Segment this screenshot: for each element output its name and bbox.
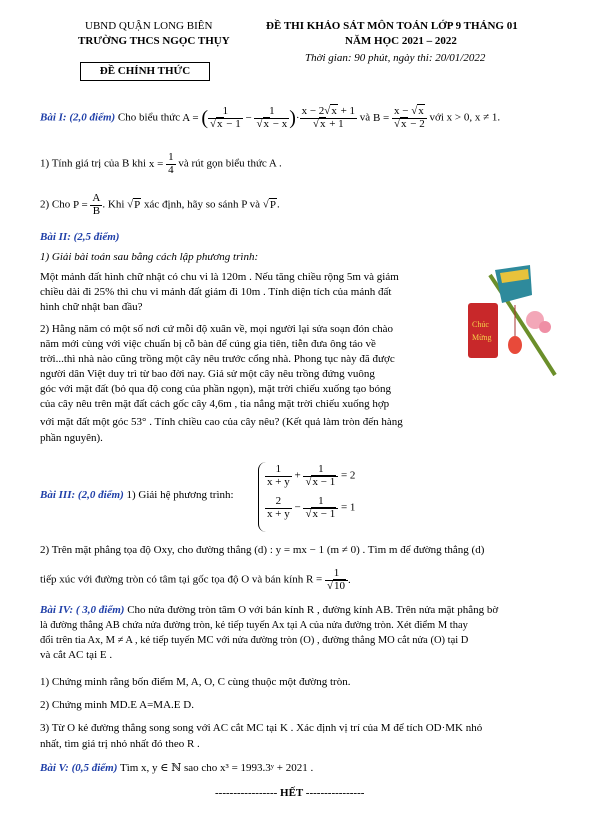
bai1-points: (2,0 điểm): [69, 111, 116, 124]
bai2-q2-l7: với mặt đất một góc 53° . Tính chiều cao của cây nêu? (Kết quả làm tròn đến hàng: [40, 416, 403, 428]
bai2-q2-l3: trời...thì nhà nào cũng trồng một cây nêu trước cổng nhà. Phong tục này đã được: [40, 353, 395, 365]
bai4-q2: 2) Chứng minh MD.E A=MA.E D.: [40, 699, 194, 711]
exam-title: ĐỀ THI KHẢO SÁT MÔN TOÁN LỚP 9 THÁNG 01: [266, 20, 518, 32]
bai3-label: Bài III:: [40, 489, 76, 501]
bai4-q3-l2: nhất, tìm giá trị nhỏ nhất đó theo R .: [40, 738, 200, 750]
sqrt-P: √P: [127, 198, 141, 211]
school-name: TRƯỜNG THCS NGỌC THỤY: [78, 35, 230, 47]
bai1-q2-a: 2) Cho: [40, 198, 71, 211]
bai3-q1: 1) Giải hệ phương trình:: [126, 489, 234, 501]
expr-B: B = $\frac{x - √x}{√x - 2}$: [372, 105, 425, 130]
official-label: ĐỀ CHÍNH THỨC: [99, 65, 191, 77]
bai2-q1-l2: chiều dài đi 25% thì chu vi mảnh đất giảm đi 10m . Tính diện tích của mảnh đất: [40, 286, 392, 298]
bai4-l4: và cắt AC tại E .: [40, 649, 113, 661]
bai1-q1: [40, 152, 282, 176]
bai3-statement: [40, 488, 234, 503]
bai1-label: Bài I:: [40, 111, 67, 124]
bai4-l3: đổi trên tia Ax, M ≠ A , kẻ tiếp tuyến MC với nửa đường tròn (O) , đường thẳng MO cắt nửa (O) tại D: [40, 635, 469, 646]
bai5-text: Tìm x, y ∈ ℕ sao cho x³ = 1993.3ʸ + 2021 .: [119, 762, 314, 774]
bai2-q1-title: 1) Giải bài toán sau bằng cách lập phương trình:: [40, 251, 259, 263]
expr-A: A = ( $\frac{1}{√x - 1}$ − $\frac{1}{√x - x}$ )· $\frac{x - 2√x + 1}{√x + 1}$: [182, 105, 356, 130]
bai2-q2-l1: 2) Hằng năm có một số nơi cứ mỗi độ xuân về, mọi người lại sửa soạn đón chào: [40, 323, 394, 335]
bai5-points: (0,5 điểm): [71, 762, 118, 774]
bai5-label: Bài V:: [40, 762, 69, 774]
bai1-q1-tail: và rút gọn biểu thức A .: [178, 157, 282, 170]
bai3-q2-l2: [40, 568, 351, 592]
bai2-q2-l8: phần nguyên).: [40, 432, 103, 444]
school-year: NĂM HỌC 2021 – 2022: [345, 35, 457, 47]
bai1-condition: với x > 0, x ≠ 1.: [429, 111, 501, 124]
x-value: x = $\frac{1}{4}$: [148, 151, 174, 176]
bai4-q3-l1: 3) Từ O kẻ đường thẳng song song với AC cắt MC tại K . Xác định vị trí của M để tích OD·MK nhỏ: [40, 722, 483, 734]
bai3-q2-l1: 2) Trên mặt phẳng tọa độ Oxy, cho đường thẳng (d) : y = mx − 1 (m ≠ 0) . Tìm m để đường thẳng (d): [40, 544, 485, 556]
cay-neu-illustration: [460, 265, 565, 380]
bai2-heading: [40, 230, 119, 245]
official-badge: [80, 62, 210, 81]
bai1-statement: [40, 106, 500, 130]
bai1-q2-b: . Khi: [102, 198, 125, 211]
end-marker: ----------------- HẾT ----------------: [215, 787, 365, 799]
bai2-q1-l3: hình chữ nhật ban đầu?: [40, 301, 143, 313]
bai4-l1: [40, 603, 498, 618]
equation-1: $\frac{1}{x + y}$ + $\frac{1}{√x - 1}$ = 2: [267, 463, 356, 488]
bai2-label: Bài II:: [40, 231, 71, 243]
sqrt-P-2: √P: [262, 198, 276, 211]
peach-blossom-2: [539, 321, 551, 333]
bai2-q2-l4: người dân Việt duy trì từ bao đời nay. Giả sử một cây nêu trồng đứng vuông: [40, 368, 375, 380]
bai3-points: (2,0 điểm): [77, 489, 124, 501]
bai2-q2-l6: của cây nêu trên mặt đất cách gốc cây 4,6m , tia nắng mặt trời chiếu xuống hợp: [40, 398, 390, 410]
bai4-q1: 1) Chứng minh rằng bốn điểm M, A, O, C cùng thuộc một đường tròn.: [40, 676, 351, 688]
red-banner-text-2: Mừng: [472, 333, 492, 342]
bai4-l2: là đường thẳng AB chứa nửa đường tròn, kẻ tiếp tuyến Ax tại A của nửa đường tròn. Xét điểm M thay: [40, 620, 468, 631]
red-banner-text: Chúc: [472, 320, 489, 329]
bai1-q1-text: 1) Tính giá trị của B khi: [40, 157, 147, 170]
district-name: UBND QUẬN LONG BIÊN: [85, 20, 213, 32]
bai2-points: (2,5 điểm): [73, 231, 120, 243]
bai2-q2-l5: góc với mặt đất (bỏ qua độ cong của phần ngọn), mặt trời chiếu xuống tạo bóng: [40, 383, 392, 395]
bai2-q2-l2: năm mới cùng với việc chuẩn bị cỗ bàn để cúng gia tiên, tiễn đưa ông táo về: [40, 338, 376, 350]
radius-frac: $\frac{1}{√10}$ .: [327, 567, 351, 592]
bai1-q2-d: .: [276, 198, 280, 211]
bai5: [40, 761, 313, 776]
equation-2: $\frac{2}{x + y}$ − $\frac{1}{√x - 1}$ = 1: [267, 495, 356, 520]
time-info: Thời gian: 90 phút, ngày thi: 20/01/2022: [305, 52, 486, 64]
bai1-intro: Cho biểu thức: [117, 111, 181, 124]
bai4-label: Bài IV:: [40, 604, 74, 616]
bai1-q2-c: xác định, hãy so sánh P và: [144, 198, 261, 211]
expr-P: P = $\frac{A}{B}$: [73, 192, 101, 217]
bai4-points: ( 3,0 điểm): [75, 604, 125, 616]
bai1-and: và: [359, 111, 371, 124]
bai2-q1-l1: Một mảnh đất hình chữ nhật có chu vi là 120m . Nếu tăng chiều rộng 5m và giảm: [40, 271, 399, 283]
red-banner: [468, 303, 498, 358]
bai3-q2-l2-text: tiếp xúc với đường tròn có tâm tại gốc tọa độ O và bán kính R =: [40, 573, 323, 586]
equation-system: [258, 462, 375, 532]
bai1-q2: [40, 193, 280, 217]
bai4-l1-text: Cho nửa đường tròn tâm O với bán kính R , đường kính AB. Trên nửa mặt phẳng bờ: [127, 604, 499, 616]
lantern: [508, 336, 522, 354]
